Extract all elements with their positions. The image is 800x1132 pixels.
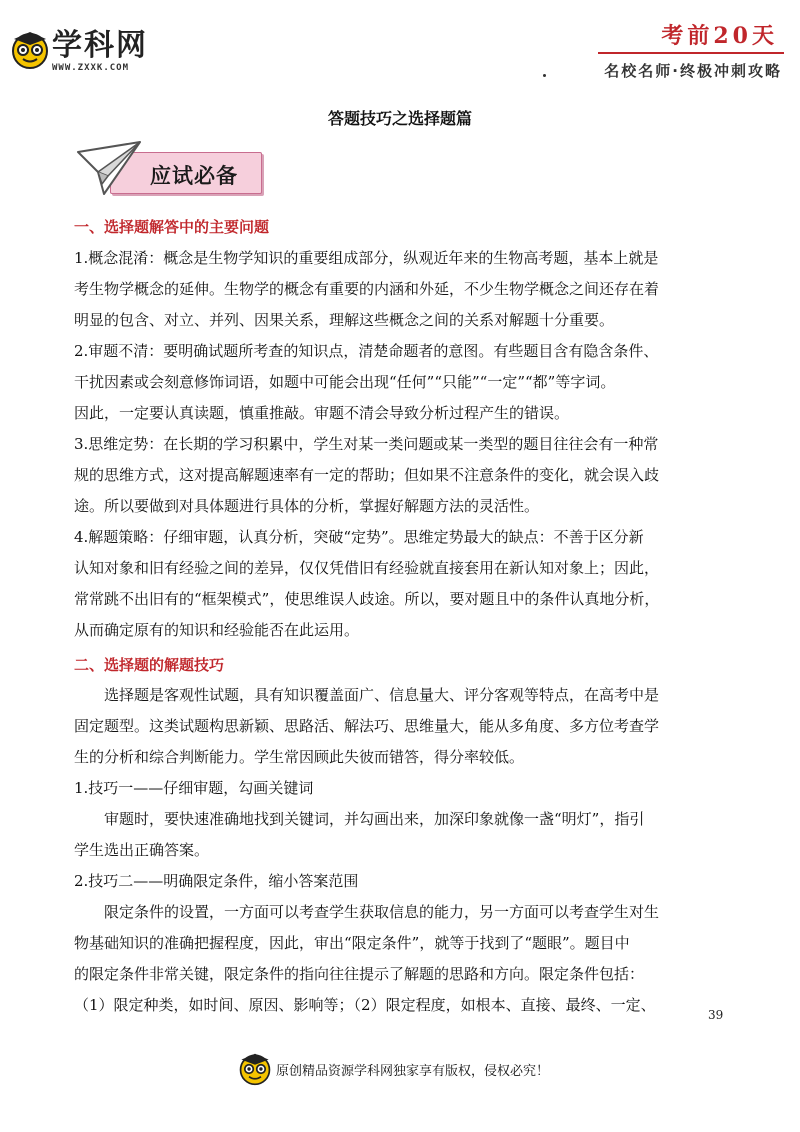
stray-dot bbox=[543, 74, 546, 77]
paragraph-line: 物基础知识的准确把握程度，因此，审出“限定条件”，就等于找到了“题眼”。题目中 bbox=[74, 934, 630, 952]
section-1-body bbox=[74, 243, 659, 646]
section-2-body bbox=[74, 680, 659, 1021]
paragraph-line: 因此，一定要认真读题，慎重推敲。审题不清会导致分析过程产生的错误。 bbox=[74, 404, 570, 422]
paragraph-line: 的限定条件非常关键，限定条件的指向往往提示了解题的思路和方向。限定条件包括： bbox=[74, 965, 645, 983]
paragraph-line: 规的思维方式，这对提高解题速率有一定的帮助；但如果不注意条件的变化，就会误入歧 bbox=[74, 466, 660, 484]
section-1-heading: 一、选择题解答中的主要问题 bbox=[74, 218, 270, 236]
page-number: 39 bbox=[708, 1008, 724, 1022]
header-subtitle: 名校名师·终极冲刺攻略 bbox=[604, 62, 782, 80]
paragraph-line: 常常跳不出旧有的“框架模式”，使思维误人歧途。所以，要对题且中的条件认真地分析， bbox=[74, 590, 660, 608]
paragraph-line: 生的分析和综合判断能力。学生常因顾此失彼而错答，得分率较低。 bbox=[74, 748, 525, 766]
copyright-notice: 原创精品资源学科网独家享有版权，侵权必究！ bbox=[276, 1064, 550, 1079]
paragraph-line: 1.技巧一——仔细审题，勾画关键词 bbox=[74, 779, 314, 797]
paragraph-line: 3.思维定势：在长期的学习积累中，学生对某一类问题或某一类型的题目往往会有一种常 bbox=[74, 435, 659, 453]
section-2-heading: 二、选择题的解题技巧 bbox=[74, 656, 225, 674]
paragraph-line: 从而确定原有的知识和经验能否在此运用。 bbox=[74, 621, 360, 639]
paragraph-line: 审题时，要快速准确地找到关键词，并勾画出来，加深印象就像一盏“明灯”，指引 bbox=[104, 810, 645, 828]
paragraph-line: 学生选出正确答案。 bbox=[74, 841, 210, 859]
paper-plane-icon bbox=[74, 138, 144, 198]
paragraph-line: 2.技巧二——明确限定条件，缩小答案范围 bbox=[74, 872, 359, 890]
paragraph-line: 限定条件的设置，一方面可以考查学生获取信息的能力，另一方面可以考查学生对生 bbox=[104, 903, 660, 921]
footer-mascot-icon bbox=[238, 1052, 272, 1086]
paragraph-line: （1）限定种类，如时间、原因、影响等；（2）限定程度，如根本、直接、最终、一定、 bbox=[74, 996, 656, 1014]
paragraph-line: 明显的包含、对立、并列、因果关系，理解这些概念之间的关系对解题十分重要。 bbox=[74, 311, 615, 329]
header-tag: 考前20天 bbox=[661, 23, 778, 49]
paragraph-line: 选择题是客观性试题，具有知识覆盖面广、信息量大、评分客观等特点，在高考中是 bbox=[104, 686, 660, 704]
paragraph-line: 认知对象和旧有经验之间的差异，仅仅凭借旧有经验就直接套用在新认知对象上；因此， bbox=[74, 559, 660, 577]
logo-url: WWW.ZXXK.COM bbox=[52, 63, 130, 73]
paragraph-line: 1.概念混淆：概念是生物学知识的重要组成部分，纵观近年来的生物高考题，基本上就是 bbox=[74, 249, 659, 267]
banner-label: 应试必备 bbox=[150, 164, 238, 188]
logo-mascot-icon bbox=[10, 30, 50, 70]
header-divider bbox=[598, 52, 784, 54]
paragraph-line: 考生物学概念的延伸。生物学的概念有重要的内涵和外延，不少生物学概念之间还存在着 bbox=[74, 280, 660, 298]
document-title: 答题技巧之选择题篇 bbox=[327, 109, 472, 128]
paragraph-line: 2.审题不清：要明确试题所考查的知识点，清楚命题者的意图。有些题目含有隐含条件、 bbox=[74, 342, 659, 360]
paragraph-line: 干扰因素或会刻意修饰词语，如题中可能会出现“任何”“只能”“一定”“都”等字词。 bbox=[74, 373, 616, 391]
paragraph-line: 固定题型。这类试题构思新颖、思路活、解法巧、思维量大，能从多角度、多方位考查学 bbox=[74, 717, 660, 735]
paragraph-line: 途。所以要做到对具体题进行具体的分析，掌握好解题方法的灵活性。 bbox=[74, 497, 540, 515]
paragraph-line: 4.解题策略：仔细审题，认真分析，突破“定势”。思维定势最大的缺点：不善于区分新 bbox=[74, 528, 644, 546]
logo-wordmark: 学科网 bbox=[52, 28, 148, 63]
